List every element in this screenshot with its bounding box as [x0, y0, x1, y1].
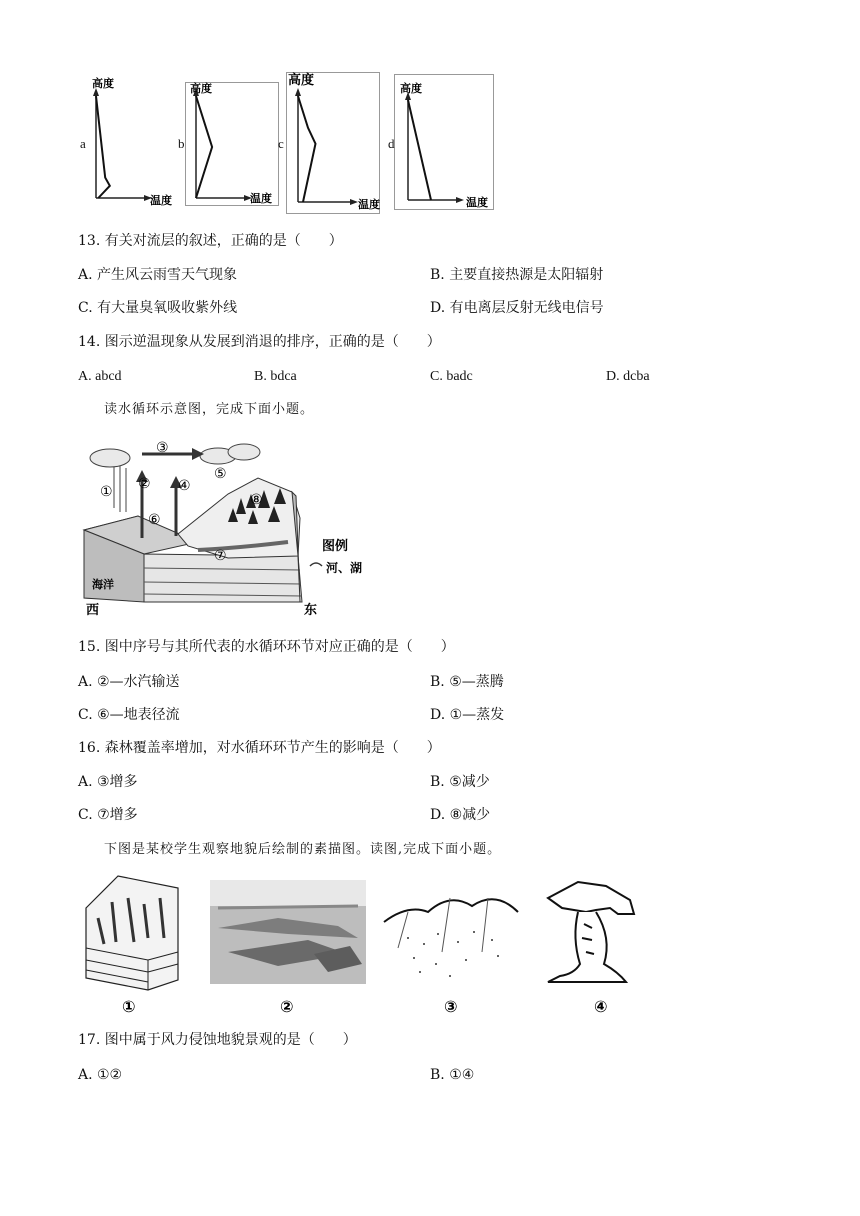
q13-option-d[interactable]: D. 有电离层反射无线电信号 [430, 300, 604, 316]
chart-c [278, 70, 388, 216]
legend-title: 图例 [322, 539, 349, 554]
chart-b [178, 74, 288, 214]
landform-label-1: ① [122, 997, 136, 1016]
landform-sketch-1 [86, 876, 178, 990]
question-14-stem: 14. 图示逆温现象从发展到消退的排序，正确的是（ ） [78, 334, 441, 350]
q14-option-b[interactable]: B. bdca [254, 369, 297, 384]
water-label-5: ⑤ [214, 466, 227, 482]
ocean-label: 海洋 [92, 578, 114, 591]
q17-option-b[interactable]: B. ①④ [430, 1067, 475, 1083]
chart-a-plot [78, 74, 188, 214]
q15-option-d[interactable]: D. ①—蒸发 [430, 707, 505, 723]
q16-option-a[interactable]: A. ③增多 [78, 774, 138, 790]
chart-d-letter: d [388, 136, 395, 151]
chart-d [386, 72, 498, 212]
chart-a [78, 74, 188, 214]
landform-sketch-3 [384, 898, 518, 977]
chart-c-letter: c [278, 136, 284, 151]
chart-b-plot [178, 74, 288, 214]
chart-a-letter: a [80, 136, 86, 151]
chart-b-ylabel: 高度 [190, 82, 212, 95]
chart-b-letter: b [178, 136, 185, 151]
chart-d-plot [386, 72, 498, 212]
water-label-6: ⑥ [148, 512, 161, 528]
chart-a-xlabel: 温度 [150, 194, 172, 207]
question-13-stem: 13. 有关对流层的叙述，正确的是（ ） [78, 233, 343, 249]
water-cycle-intro: 读水循环示意图，完成下面小题。 [104, 402, 315, 417]
water-label-1: ① [100, 484, 113, 500]
chart-b-profile-line [196, 96, 212, 198]
east-label: 东 [304, 603, 318, 616]
q14-option-c[interactable]: C. badc [430, 369, 473, 384]
water-label-4: ④ [178, 478, 191, 494]
q16-option-b[interactable]: B. ⑤减少 [430, 774, 490, 790]
chart-a-ylabel: 高度 [92, 77, 114, 90]
chart-c-plot [278, 70, 388, 216]
question-15-stem: 15. 图中序号与其所代表的水循环环节对应正确的是（ ） [78, 639, 455, 655]
landform-sketch-2 [210, 880, 366, 984]
landform-illustrations [78, 868, 678, 1018]
chart-d-ylabel: 高度 [400, 82, 422, 95]
chart-c-profile-line [298, 96, 316, 202]
landform-label-4: ④ [594, 997, 608, 1016]
question-16-stem: 16. 森林覆盖率增加，对水循环环节产生的影响是（ ） [78, 740, 441, 756]
chart-d-xlabel: 温度 [466, 196, 488, 209]
landform-label-2: ② [280, 997, 294, 1016]
q15-option-a[interactable]: A. ②—水汽输送 [78, 674, 180, 690]
landform-label-3: ③ [444, 997, 458, 1016]
q16-option-d[interactable]: D. ⑧减少 [430, 807, 491, 823]
landform-intro: 下图是某校学生观察地貌后绘制的素描图。读图,完成下面小题。 [104, 842, 502, 857]
q13-option-c[interactable]: C. 有大量臭氧吸收紫外线 [78, 300, 238, 316]
question-17-stem: 17. 图中属于风力侵蚀地貌景观的是（ ） [78, 1032, 357, 1048]
landform-sketches [78, 868, 678, 1018]
water-label-2: ② [138, 476, 151, 492]
chart-d-profile-line [408, 100, 431, 200]
chart-c-xlabel: 温度 [358, 198, 380, 211]
water-cycle-diagram [78, 438, 390, 616]
chart-a-profile-line [96, 96, 110, 198]
legend-item: 河、湖 [326, 561, 363, 575]
q13-option-a[interactable]: A. 产生风云雨雪天气现象 [78, 267, 238, 283]
water-label-3: ③ [156, 440, 169, 456]
river-legend-icon [310, 563, 322, 566]
water-label-7: ⑦ [214, 548, 227, 564]
q16-option-c[interactable]: C. ⑦增多 [78, 807, 138, 823]
q15-option-c[interactable]: C. ⑥—地表径流 [78, 707, 180, 723]
water-label-8: ⑧ [250, 492, 263, 508]
landform-sketch-4 [548, 882, 634, 982]
chart-c-ylabel: 高度 [288, 73, 315, 88]
q14-option-a[interactable]: A. abcd [78, 369, 122, 384]
west-label: 西 [86, 603, 100, 616]
q17-option-a[interactable]: A. ①② [78, 1067, 123, 1083]
q15-option-b[interactable]: B. ⑤—蒸腾 [430, 674, 504, 690]
water-cycle-illustration [78, 438, 390, 616]
chart-b-xlabel: 温度 [250, 192, 272, 205]
q13-option-b[interactable]: B. 主要直接热源是太阳辐射 [430, 267, 604, 283]
q14-option-d[interactable]: D. dcba [606, 369, 650, 384]
